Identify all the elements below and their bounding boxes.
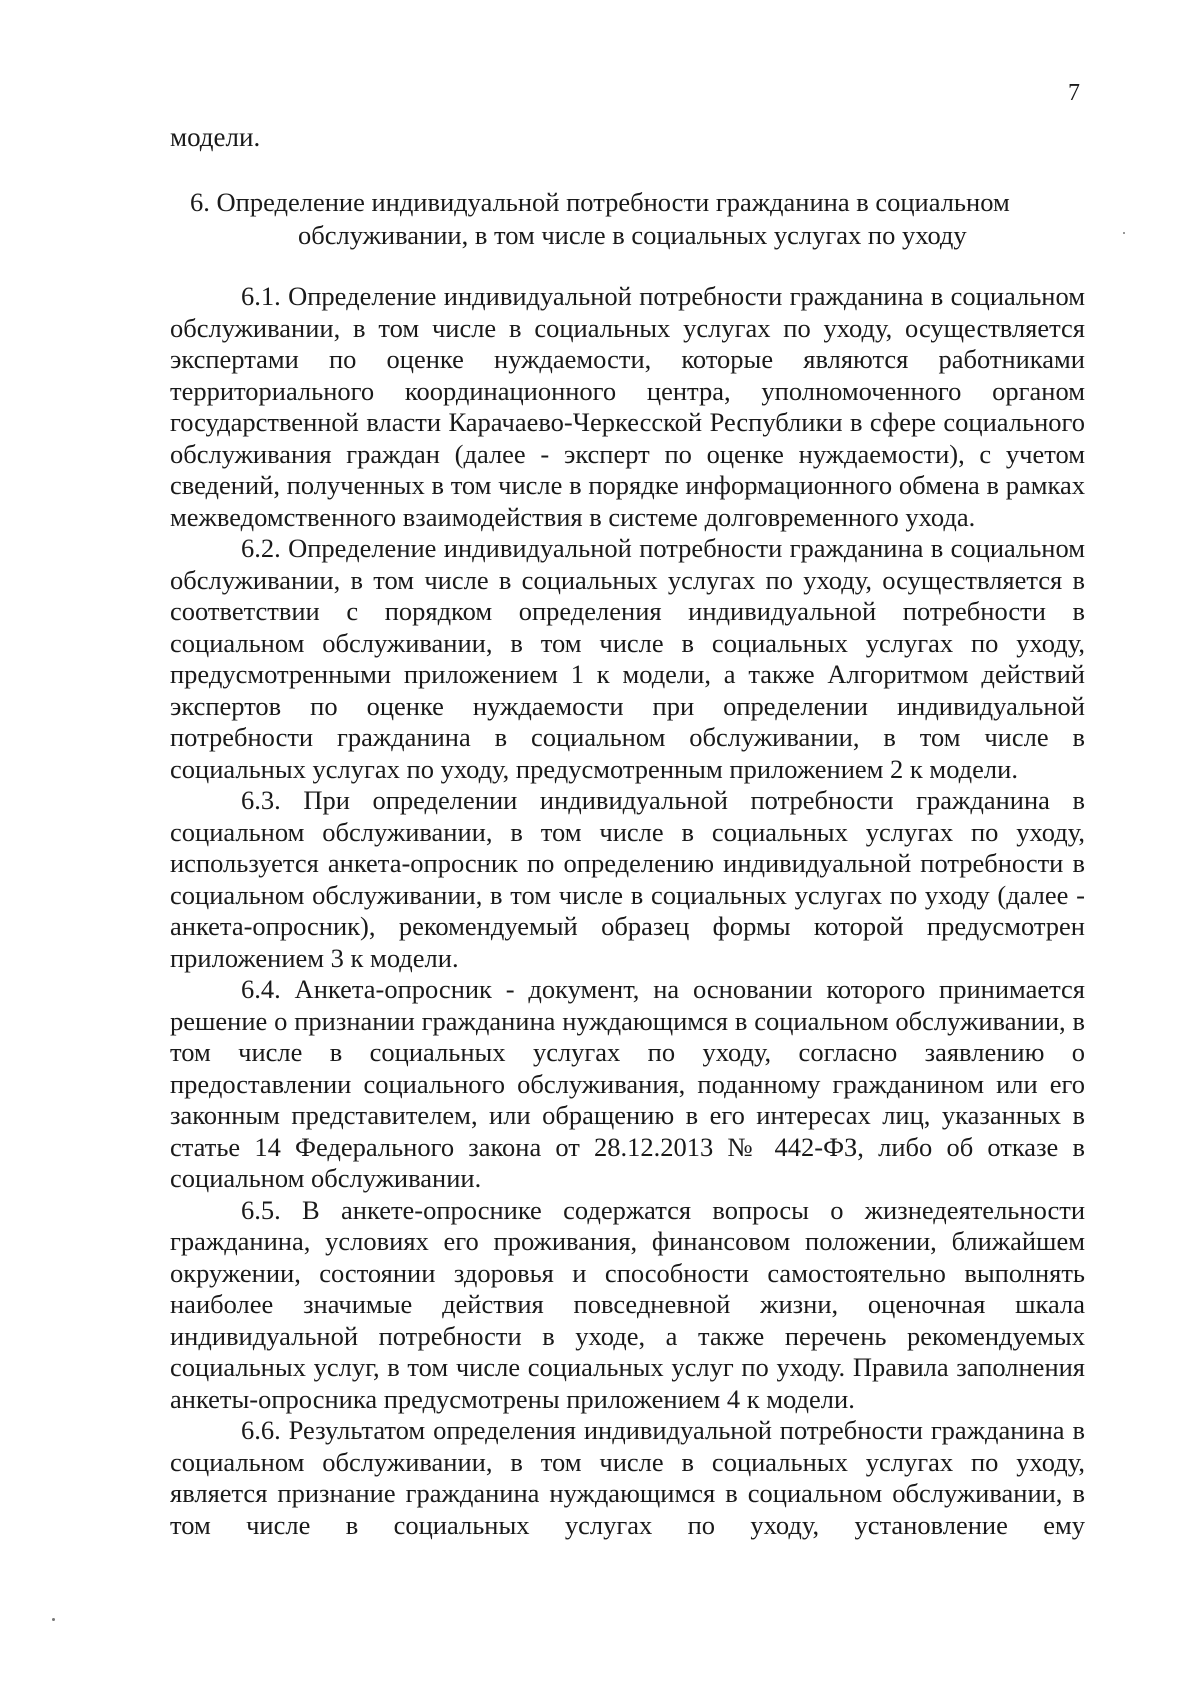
page-number: 7 — [1068, 80, 1080, 106]
body-text — [170, 281, 1085, 1541]
paragraph-6-2: 6.2. Определение индивидуальной потребности гражданина в социальном обслуживании, в том числе в социальных услугах по уходу, осуществляется в соответствии с порядком определения индивидуальной потребности в социальном обслуживании, в том числе в социальных услугах по уходу, предусмотренными приложением 1 к модели, а также Алгоритмом действий экспертов по оценке нуждаемости при определении индивидуальной потребности гражданина в социальном обслуживании, в том числе в социальных услугах по уходу, предусмотренным приложением 2 к модели. — [170, 533, 1085, 784]
section-heading — [190, 186, 1090, 252]
section-heading-line-2: обслуживании, в том числе в социальных услугах по уходу — [298, 220, 967, 250]
paragraph-6-4: 6.4. Анкета-опросник - документ, на основании которого принимается решение о признании гражданина нуждающимся в социальном обслуживании, в том числе в социальных услугах по уходу, согласно заявлению о предоставлении социального обслуживания, поданному гражданином или его законным представителем, или обращению в его интересах лиц, указанных в статье 14 Федерального закона от 28.12.2013 № 442-ФЗ, либо об отказе в социальном обслуживании. — [170, 974, 1085, 1193]
paragraph-6-6: 6.6. Результатом определения индивидуальной потребности гражданина в социальном обслуживании, в том числе в социальных услугах по уходу, является признание гражданина нуждающимся в социальном обслуживании, в том числе в социальных услугах по уходу, установление ему — [170, 1415, 1085, 1540]
carry-over-text: модели. — [170, 122, 261, 152]
paragraph-6-1: 6.1. Определение индивидуальной потребности гражданина в социальном обслуживании, в том числе в социальных услугах по уходу, осуществляется экспертами по оценке нуждаемости, которые являются работниками территориального координационного центра, уполномоченного органом государственной власти Карачаево-Черкесской Республики в сфере социального обслуживания граждан (далее - эксперт по оценке нуждаемости), с учетом сведений, полученных в том числе в порядке информационного обмена в рамках межведомственного взаимодействия в системе долговременного ухода. — [170, 281, 1085, 532]
paragraph-6-3: 6.3. При определении индивидуальной потребности гражданина в социальном обслуживании, в том числе в социальных услугах по уходу, используется анкета-опросник по определению индивидуальной потребности в социальном обслуживании, в том числе в социальных услугах по уходу (далее - анкета-опросник), рекомендуемый образец формы которой предусмотрен приложением 3 к модели. — [170, 785, 1085, 973]
scan-speck — [52, 1618, 55, 1621]
paragraph-6-5: 6.5. В анкете-опроснике содержатся вопросы о жизнедеятельности гражданина, условиях его проживания, финансовом положении, ближайшем окружении, состоянии здоровья и способности самостоятельно выполнять наиболее значимые действия повседневной жизни, оценочная шкала индивидуальной потребности в уходе, а также перечень рекомендуемых социальных услуг, в том числе социальных услуг по уходу. Правила заполнения анкеты-опросника предусмотрены приложением 4 к модели. — [170, 1194, 1085, 1414]
scan-speck — [1123, 232, 1125, 234]
section-heading-line-1: 6. Определение индивидуальной потребности гражданина в социальном — [190, 187, 1010, 217]
